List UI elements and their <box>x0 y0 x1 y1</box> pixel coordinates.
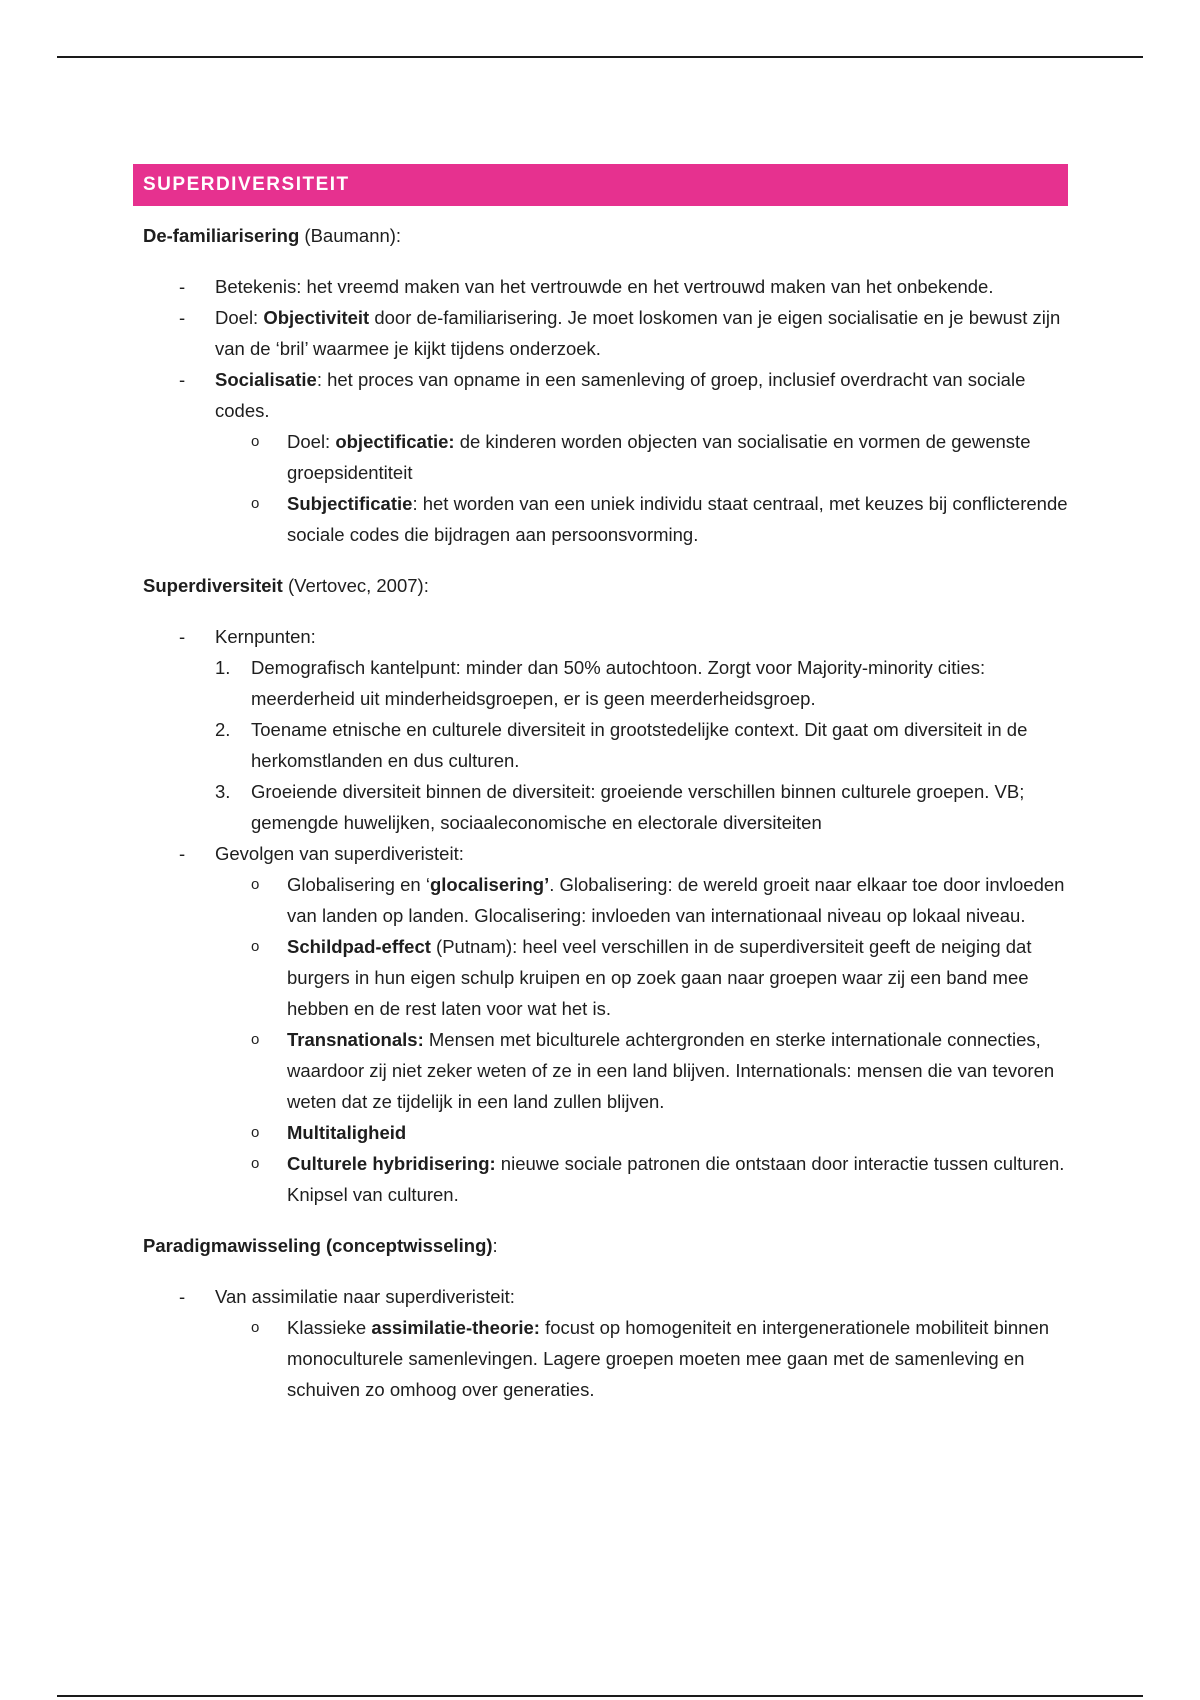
paradigm-list <box>133 1281 1068 1405</box>
assimilatie-sublist <box>215 1312 1068 1405</box>
sub-list-item: o Doel: objectificatie: de kinderen worden objecten van socialisatie en vormen de gewenste groepsidentiteit <box>287 426 1068 488</box>
sub-list-item: o Klassieke assimilatie-theorie: focust op homogeniteit en intergenerationele mobiliteit binnen monoculturele samenlevingen. Lagere groepen moeten mee gaan met de samenleving en schuiven zo omhoog over generaties. <box>287 1312 1068 1405</box>
sub-list-item: o Culturele hybridisering: nieuwe sociale patronen die ontstaan door interactie tussen culturen. Knipsel van culturen. <box>287 1148 1068 1210</box>
list-item: - Kernpunten: 1. Demografisch kantelpunt: minder dan 50% autochtoon. Zorgt voor Majority-minority cities: meerderheid uit minderheidsgroepen, er is geen meerderheidsgroep. 2. Toename etnische en culturele diversiteit in grootstedelijke context. Dit gaat om diversiteit in de herkomstlanden en dus culturen. 3. Groeiende diversiteit binnen de diversiteit: groeiende verschillen binnen culturele groepen. VB; gemengde huwelijken, sociaaleconomische en electorale diversiteiten <box>215 621 1068 838</box>
heading-defamiliarisering: De-familiarisering (Baumann): <box>143 225 402 246</box>
numbered-item: 2. Toename etnische en culturele diversiteit in grootstedelijke context. Dit gaat om diversiteit in de herkomstlanden en dus culturen. <box>215 719 1028 771</box>
sub-list-item: o Transnationals: Mensen met biculturele achtergronden en sterke internationale connecties, waardoor zij niet zeker weten of ze in een land blijven. Internationals: mensen die van tevoren weten dat ze tijdelijk in een land zullen blijven. <box>287 1024 1068 1117</box>
list-item: - Gevolgen van superdiveristeit: o Globalisering en ‘glocalisering’. Globalisering: de wereld groeit naar elkaar toe door invloeden van landen op landen. Glocalisering: invloeden van internationaal niveau op lokaal niveau. o Schildpad-effect (Putnam): heel veel verschillen in de superdiversiteit geeft de neiging dat burgers in hun eigen schulp kruipen en op zoek gaan naar groepen waar zij een band mee hebben en de rest laten voor wat het is. o Transnationals: Mensen met biculturele achtergronden en sterke internationale connecties, waardoor zij niet zeker weten of ze in een land blijven. Internationals: mensen die van tevoren weten dat ze tijdelijk in een land zullen blijven. o Multitaligheid o Culturele hybridisering: nieuwe sociale patronen die ontstaan door interactie tussen culturen. Knipsel van culturen. <box>215 838 1068 1210</box>
list-item: - Socialisatie: het proces van opname in een samenleving of groep, inclusief overdracht van sociale codes. o Doel: objectificatie: de kinderen worden objecten van socialisatie en vormen de gewenste groepsidentiteit o Subjectificatie: het worden van een uniek individu staat centraal, met keuzes bij conflicterende sociale codes die bijdragen aan persoonsvorming. <box>215 364 1068 550</box>
socialisatie-sublist <box>215 426 1068 550</box>
sub-list-item: o Subjectificatie: het worden van een uniek individu staat centraal, met keuzes bij conflicterende sociale codes die bijdragen aan persoonsvorming. <box>287 488 1068 550</box>
superdiv-list <box>133 621 1068 1210</box>
list-item: - Doel: Objectiviteit door de-familiarisering. Je moet loskomen van je eigen socialisatie en je bewust zijn van de ‘bril’ waarmee je kijkt tijdens onderzoek. <box>215 302 1068 364</box>
section-title: SUPERDIVERSITEIT <box>143 174 350 195</box>
kernpunten-list <box>215 652 1068 838</box>
sub-list-item: o Globalisering en ‘glocalisering’. Globalisering: de wereld groeit naar elkaar toe door invloeden van landen op landen. Glocalisering: invloeden van internationaal niveau op lokaal niveau. <box>287 869 1068 931</box>
list-item: - Betekenis: het vreemd maken van het vertrouwde en het vertrouwd maken van het onbekende. <box>215 271 1068 302</box>
header-rule <box>57 56 1143 58</box>
numbered-item: 3. Groeiende diversiteit binnen de diversiteit: groeiende verschillen binnen culturele groepen. VB; gemengde huwelijken, sociaaleconomische en electorale diversiteiten <box>215 781 1025 833</box>
heading-paradigmawisseling: Paradigmawisseling (conceptwisseling): <box>143 1235 498 1256</box>
footer-rule <box>57 1695 1143 1697</box>
sub-list-item: o Multitaligheid <box>287 1117 1068 1148</box>
numbered-item: 1. Demografisch kantelpunt: minder dan 50% autochtoon. Zorgt voor Majority-minority cities: meerderheid uit minderheidsgroepen, er is geen meerderheidsgroep. <box>215 657 986 709</box>
section-banner <box>133 164 1068 206</box>
document-content <box>133 164 1068 1405</box>
defam-list <box>133 271 1068 550</box>
gevolgen-sublist <box>215 869 1068 1210</box>
heading-superdiversiteit: Superdiversiteit (Vertovec, 2007): <box>143 575 429 596</box>
sub-list-item: o Schildpad-effect (Putnam): heel veel verschillen in de superdiversiteit geeft de neiging dat burgers in hun eigen schulp kruipen en op zoek gaan naar groepen waar zij een band mee hebben en de rest laten voor wat het is. <box>287 931 1068 1024</box>
list-item: - Van assimilatie naar superdiveristeit: o Klassieke assimilatie-theorie: focust op homogeniteit en intergenerationele mobiliteit binnen monoculturele samenlevingen. Lagere groepen moeten mee gaan met de samenleving en schuiven zo omhoog over generaties. <box>215 1281 1068 1405</box>
